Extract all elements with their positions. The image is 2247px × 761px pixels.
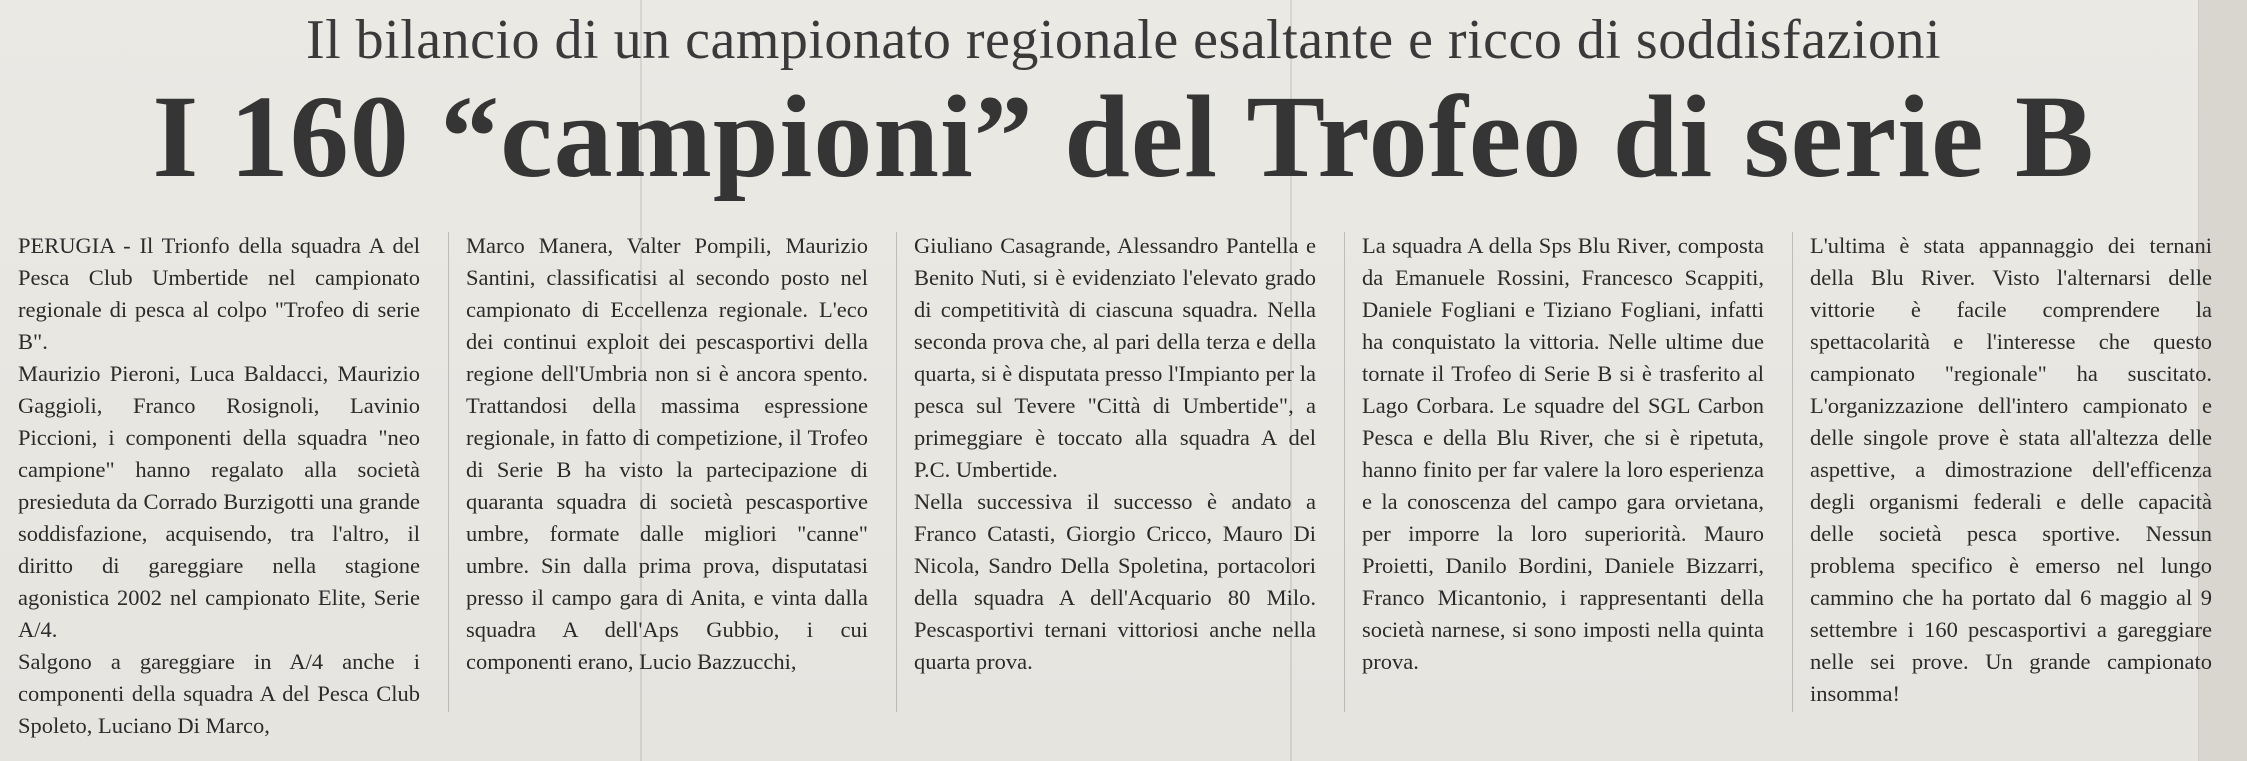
article-body [18,230,2212,738]
article-paragraph: Nella successiva il successo è andato a Franco Catasti, Giorgio Cricco, Mauro Di Nicola, Sandro Della Spoletina, portacolori della squadra A dell'Acquario 80 Milo. Pescasportivi ternani vittoriosi anche nella quarta prova. [914,489,1316,674]
article-column-2 [466,230,868,678]
article-column-5 [1810,230,2212,710]
article-kicker: Il bilancio di un campionato regionale esaltante e ricco di soddisfazioni [305,9,1942,71]
article-paragraph: La squadra A della Sps Blu River, composta da Emanuele Rossini, Francesco Scappiti, Daniele Fogliani e Tiziano Fogliani, infatti ha conquistato la vittoria. Nelle ultime due tornate il Trofeo di Serie B si è trasferito al Lago Corbara. Le squadre del SGL Carbon Pesca e della Blu River, che si è ripetuta, hanno finito per far valere la loro esperienza e la conoscenza del campo gara orvietana, per imporre la loro superiorità. Mauro Proietti, Danilo Bordini, Daniele Bizzarri, Franco Micantonio, i rappresentanti della società narnese, si sono imposti nella quinta prova. [1362,233,1764,674]
article-paragraph: Salgono a gareggiare in A/4 anche i componenti della squadra A del Pesca Club Spoleto, Luciano Di Marco, [18,649,420,738]
article-headline: I 160 “campioni” del Trofeo di serie B [152,71,2095,202]
article-paragraph: Giuliano Casagrande, Alessandro Pantella e Benito Nuti, si è evidenziato l'elevato grado di competitività di ciascuna squadra. Nella seconda prova che, al pari della terza e della quarta, si è disputata presso l'Impianto per la pesca sul Tevere "Città di Umbertide", a primeggiare è toccato alla squadra A del P.C. Umbertide. [914,233,1316,482]
article-paragraph: Marco Manera, Valter Pompili, Maurizio Santini, classificatisi al secondo posto nel campionato di Eccellenza regionale. L'eco dei continui exploit dei pescasportivi della regione dell'Umbria non si è ancora spento. Trattandosi della massima espressione regionale, in fatto di competizione, il Trofeo di Serie B ha visto la partecipazione di quaranta squadra di società pescasportive umbre, formate dalle migliori "canne" umbre. Sin dalla prima prova, disputatasi presso il campo gara di Anita, e vinta dalla squadra A dell'Aps Gubbio, i cui componenti erano, Lucio Bazzucchi, [466,233,868,674]
article-paragraph: Maurizio Pieroni, Luca Baldacci, Maurizio Gaggioli, Franco Rosignoli, Lavinio Piccioni, i componenti della squadra "neo campione" hanno regalato alla società presieduta da Corrado Burzigotti una grande soddisfazione, acquisendo, tra l'altro, il diritto di gareggiare nella stagione agonistica 2002 nel campionato Elite, Serie A/4. [18,361,420,642]
article-column-4 [1362,230,1764,678]
article-column-3 [914,230,1316,678]
article-paragraph: PERUGIA - Il Trionfo della squadra A del Pesca Club Umbertide nel campionato regionale di pesca al colpo "Trofeo di serie B". [18,233,420,354]
article-paragraph: L'ultima è stata appannaggio dei ternani della Blu River. Visto l'alternarsi delle vittorie è facile comprendere la spettacolarità e l'interesse che questo campionato "regionale" ha suscitato. L'organizzazione dell'intero campionato e delle singole prove è stata all'altezza delle aspettive, a dimostrazione dell'efficenza degli organismi federali e delle capacità delle società pesca sportive. Nessun problema specifico è emerso nel lungo cammino che ha portato dal 6 maggio al 9 settembre i 160 pescasportivi a gareggiare nelle sei prove. Un grande campionato insomma! [1810,233,2212,706]
article-column-1 [18,230,420,742]
